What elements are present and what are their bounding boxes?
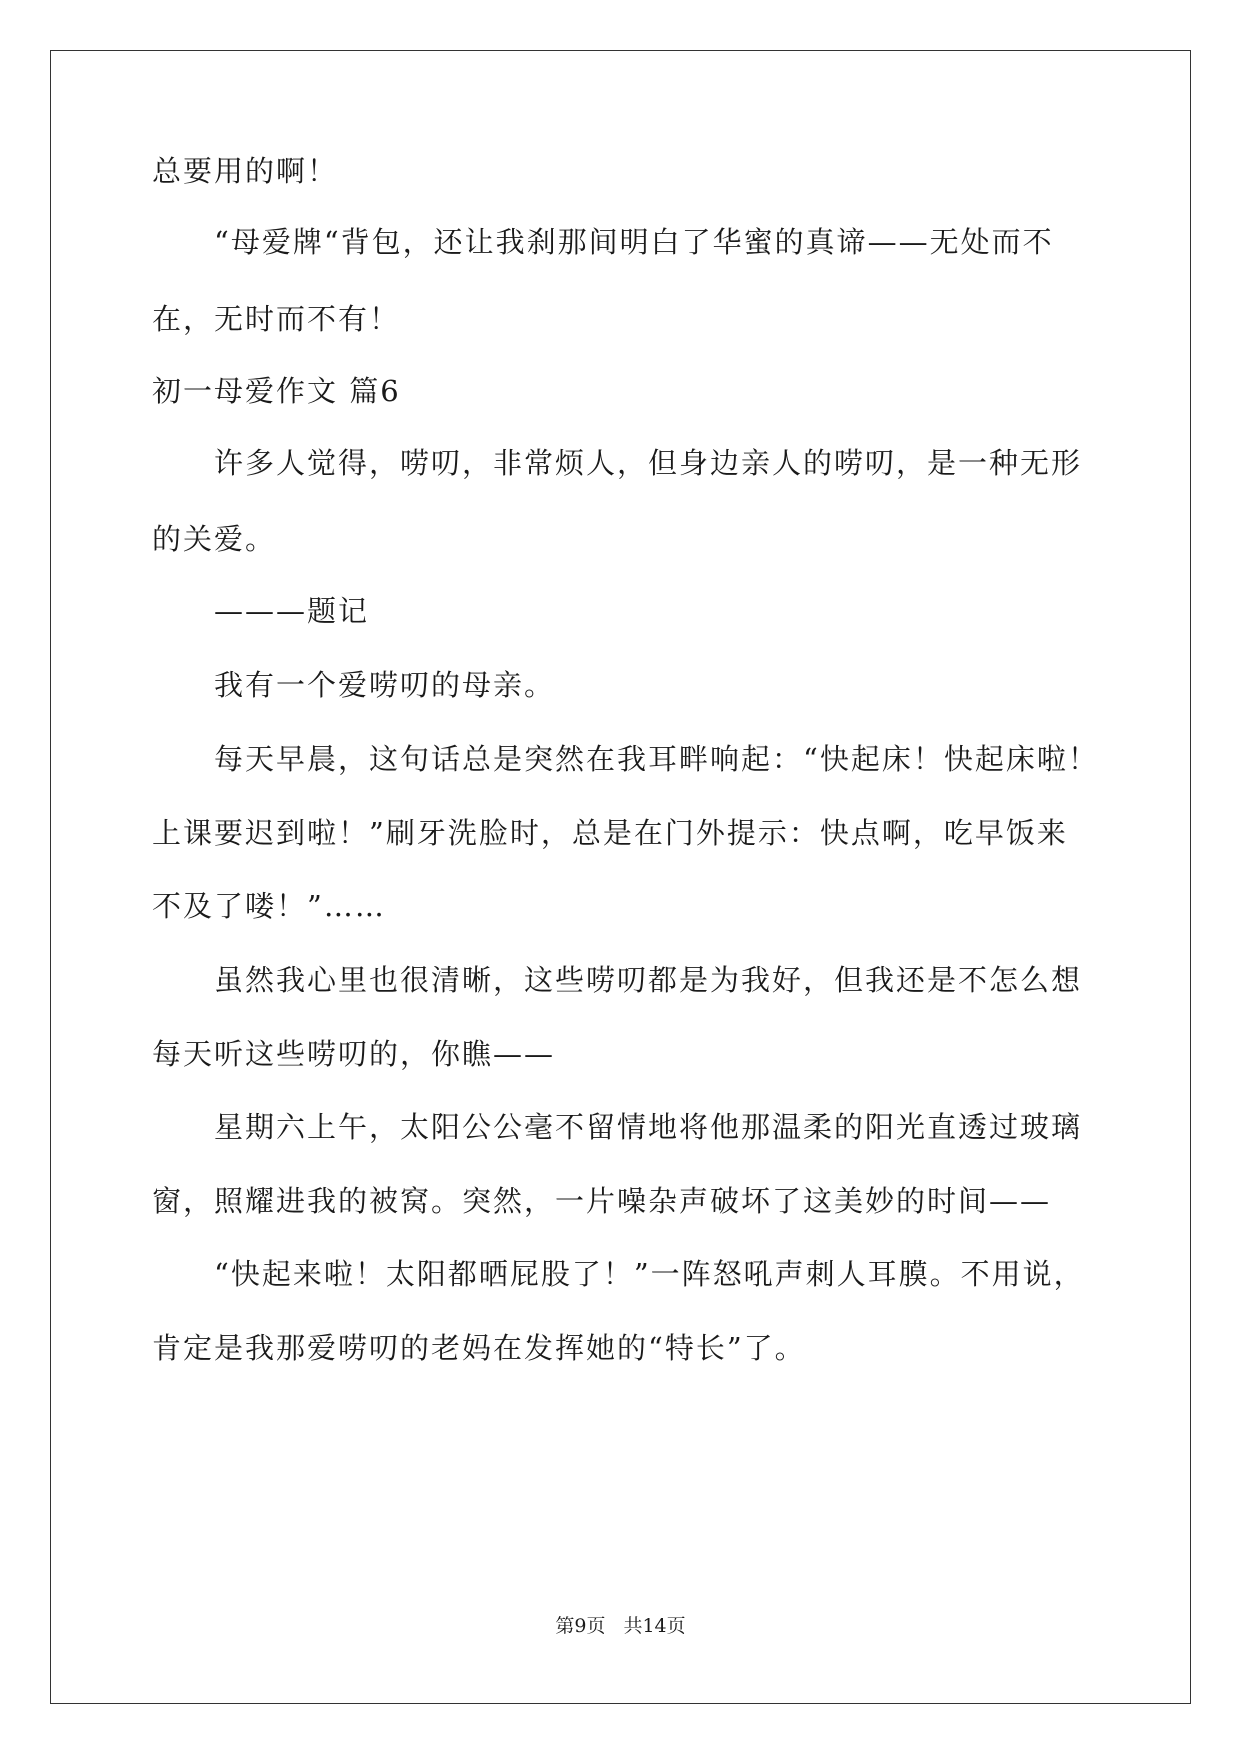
paragraph-line: “母爱牌“背包，还让我刹那间明白了华蜜的真谛——无处而不 (214, 225, 1054, 259)
text-line: 肯定是我那爱唠叨的老妈在发挥她的“特长”了。 (152, 1331, 806, 1365)
text-line: 在，无时而不有！ (152, 302, 401, 336)
text-line: 总要用的啊！ (152, 154, 339, 188)
page-total: 共14页 (623, 1615, 686, 1637)
section-heading: 初一母爱作文 篇6 (152, 374, 401, 408)
page-footer (0, 1614, 1241, 1638)
paragraph-line: 每天早晨，这句话总是突然在我耳畔响起：“快起床！快起床啦！ (214, 742, 1099, 776)
paragraph-line: 星期六上午，太阳公公毫不留情地将他那温柔的阳光直透过玻璃 (214, 1110, 1083, 1144)
paragraph-line: 许多人觉得，唠叨，非常烦人，但身边亲人的唠叨，是一种无形 (214, 446, 1083, 480)
text-line: 每天听这些唠叨的，你瞧—— (152, 1037, 556, 1071)
text-line: 上课要迟到啦！”刷牙洗脸时，总是在门外提示：快点啊，吃早饭来 (152, 816, 1068, 850)
page-number: 第9页 (555, 1615, 606, 1637)
paragraph-line: 虽然我心里也很清晰，这些唠叨都是为我好，但我还是不怎么想 (214, 963, 1083, 997)
paragraph-line: 我有一个爱唠叨的母亲。 (214, 668, 556, 702)
text-line: 不及了喽！”…… (152, 889, 386, 923)
text-line: 的关爱。 (152, 522, 277, 556)
text-line: 窗，照耀进我的被窝。突然，一片噪杂声破坏了这美妙的时间—— (152, 1184, 1052, 1218)
epigraph-attribution: ———题记 (214, 594, 370, 628)
paragraph-line: “快起来啦！太阳都晒屁股了！”一阵怒吼声刺人耳膜。不用说， (214, 1257, 1085, 1291)
